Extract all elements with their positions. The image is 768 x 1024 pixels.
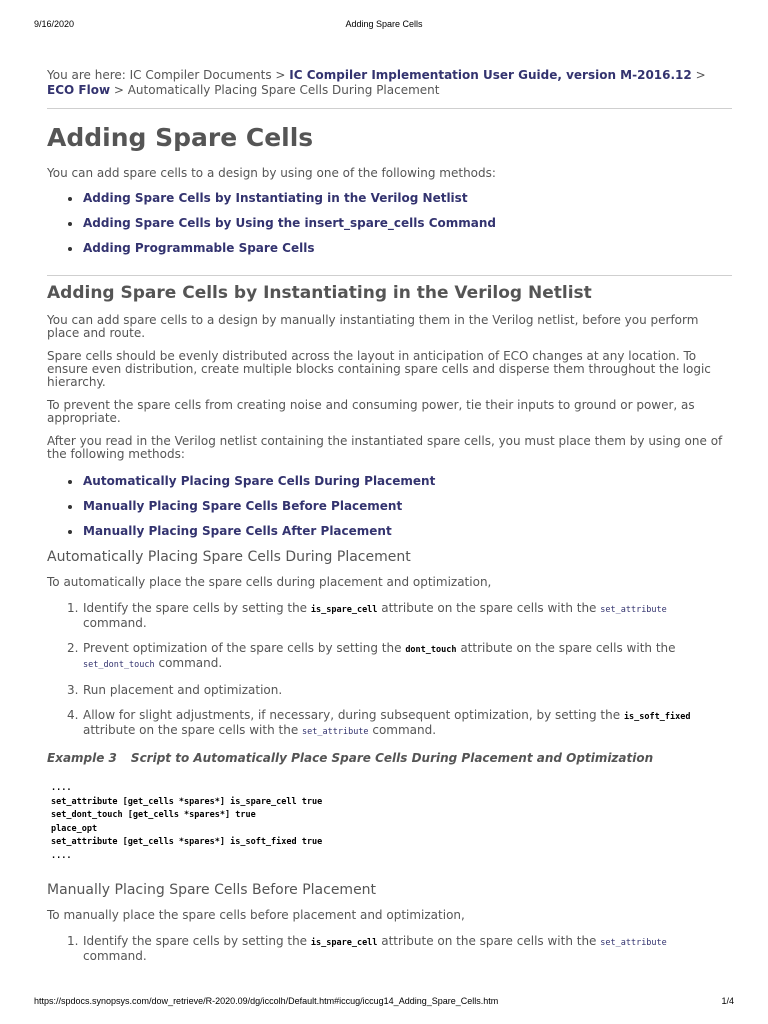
method-link-insert-spare-cells[interactable]: Adding Spare Cells by Using the insert_spare_cells Command (83, 216, 497, 230)
main-content (47, 68, 732, 975)
print-url: https://spdocs.synopsys.com/dow_retrieve/R-2020.09/dg/iccolh/Default.htm#iccug/iccug14_Adding_Spare_Cells.htm (34, 996, 499, 1006)
paragraph: After you read in the Verilog netlist containing the instantiated spare cells, you must place them by using one of the following methods: (47, 434, 723, 461)
list-item (47, 475, 732, 488)
link-manual-before[interactable]: Manually Placing Spare Cells Before Placement (83, 499, 403, 513)
print-title: Adding Spare Cells (345, 19, 423, 29)
paragraph: To prevent the spare cells from creating noise and consuming power, tie their inputs to ground or power, as appropriate. (47, 398, 695, 425)
paragraph: Spare cells should be evenly distributed across the layout in anticipation of ECO changes at any location. To ensure even distribution, create multiple blocks containing spare cells and disperse them throughout the logic hierarchy. (47, 349, 711, 389)
manual-steps-list (47, 935, 732, 963)
code-attr: dont_touch (405, 645, 457, 655)
breadcrumb-link-eco-flow[interactable]: ECO Flow (47, 83, 111, 97)
code-line: set_attribute [get_cells *spares*] is_soft_fixed true (51, 837, 323, 847)
print-header (0, 19, 768, 31)
subsection-heading-manual: Manually Placing Spare Cells Before Placement (47, 882, 377, 898)
example-title: Script to Automatically Place Spare Cells During Placement and Optimization (130, 751, 654, 765)
step-item: 1. Identify the spare cells by setting the is_spare_cell attribute on the spare cells with the set_attribute command. (67, 601, 667, 630)
section-divider (47, 275, 732, 276)
page-number: 1/4 (721, 996, 734, 1006)
list-item (47, 242, 732, 255)
command-link[interactable]: set_dont_touch (83, 660, 155, 670)
breadcrumb-link-guide[interactable]: IC Compiler Implementation User Guide, version M-2016.12 (289, 68, 692, 82)
link-auto-placing[interactable]: Automatically Placing Spare Cells During Placement (83, 474, 436, 488)
method-link-verilog[interactable]: Adding Spare Cells by Instantiating in the Verilog Netlist (83, 191, 468, 205)
paragraph: To manually place the spare cells before placement and optimization, (47, 908, 465, 922)
list-item (47, 192, 732, 205)
list-item (47, 525, 732, 538)
code-line: .... (51, 850, 72, 861)
code-block (51, 782, 732, 863)
code-attr: is_spare_cell (310, 938, 378, 948)
code-line: set_attribute [get_cells *spares*] is_spare_cell true (51, 796, 323, 807)
command-link[interactable]: set_attribute (600, 938, 667, 948)
breadcrumb (47, 68, 732, 109)
print-footer (0, 996, 768, 1008)
breadcrumb-sep: > (110, 83, 128, 97)
code-line: .... (51, 783, 72, 793)
list-item (47, 217, 732, 230)
method-link-programmable[interactable]: Adding Programmable Spare Cells (83, 241, 315, 255)
example-label: Example 3 (47, 751, 117, 765)
list-item (47, 500, 732, 513)
step-item: 3. Run placement and optimization. (67, 683, 283, 697)
breadcrumb-current: Automatically Placing Spare Cells During Placement (127, 83, 440, 97)
link-manual-after[interactable]: Manually Placing Spare Cells After Placement (83, 524, 392, 538)
print-date: 9/16/2020 (34, 19, 75, 29)
subsection-heading-auto: Automatically Placing Spare Cells During Placement (47, 549, 411, 565)
section-heading-verilog: Adding Spare Cells by Instantiating in the Verilog Netlist (47, 283, 592, 303)
breadcrumb-prefix: You are here: IC Compiler Documents > (47, 68, 290, 82)
page-title: Adding Spare Cells (47, 123, 314, 152)
step-item: 1. Identify the spare cells by setting the is_spare_cell attribute on the spare cells with the set_attribute command. (67, 934, 667, 963)
code-line: place_opt (51, 823, 98, 834)
intro-text: You can add spare cells to a design by using one of the following methods: (47, 166, 496, 180)
placement-methods-list (47, 475, 732, 538)
paragraph: You can add spare cells to a design by manually instantiating them in the Verilog netlist, before you perform place and route. (47, 313, 699, 340)
code-line: set_dont_touch [get_cells *spares*] true (51, 810, 256, 820)
auto-steps-list (47, 602, 732, 739)
breadcrumb-sep: > (691, 68, 706, 82)
paragraph: To automatically place the spare cells during placement and optimization, (47, 575, 492, 589)
command-link[interactable]: set_attribute (302, 727, 369, 737)
example-caption (47, 751, 732, 766)
methods-list (47, 192, 732, 255)
step-item: 4. Allow for slight adjustments, if necessary, during subsequent optimization, by setting the is_soft_fixed attribute on the spare cells with the set_attribute command. (67, 708, 691, 737)
code-attr: is_soft_fixed (623, 712, 691, 722)
command-link[interactable]: set_attribute (600, 605, 667, 615)
code-attr: is_spare_cell (310, 605, 378, 615)
step-item: 2. Prevent optimization of the spare cells by setting the dont_touch attribute on the spare cells with the set_dont_touch command. (67, 641, 676, 670)
